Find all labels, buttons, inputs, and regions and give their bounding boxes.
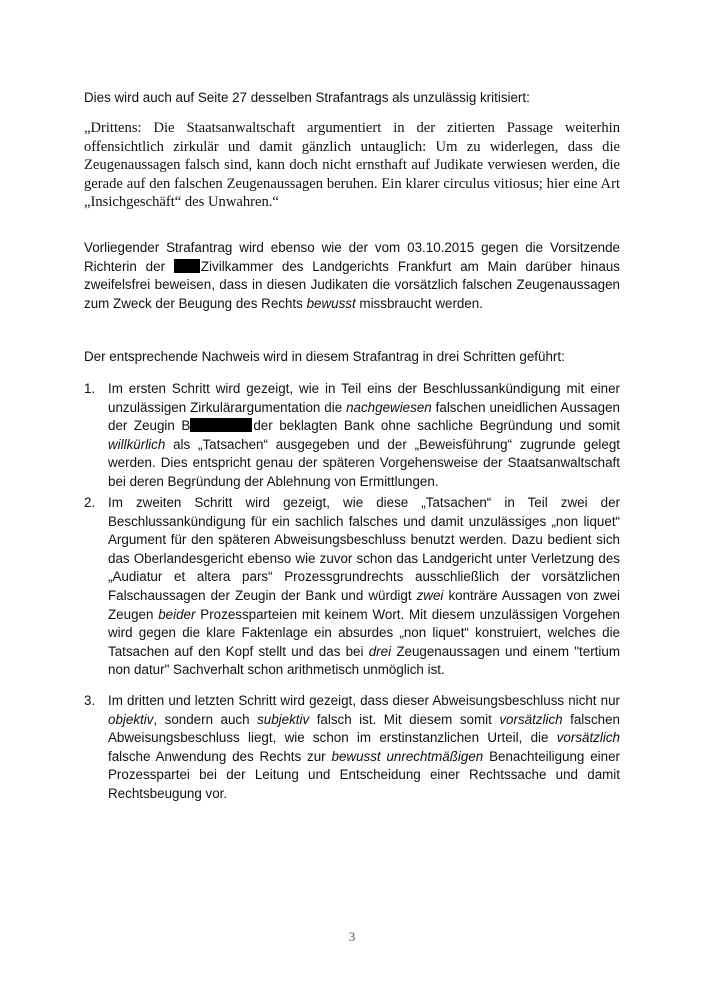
list-item xyxy=(84,692,620,804)
emphasis: vorsätzlich xyxy=(556,730,620,746)
emphasis: nachgewiesen xyxy=(346,399,432,415)
strafantrag-text-a: Vorliegender Strafantrag wird ebenso wie der vom 03.10.2015 gegen die Vorsitzende Richterin der xyxy=(84,240,620,274)
text-run: Im dritten und letzten Schritt wird gezeigt, dass dieser Abweisungsbeschluss nicht nur xyxy=(108,693,620,708)
list-item xyxy=(84,380,620,492)
strafantrag-text-b: Zivilkammer des Landgerichts Frankfurt am Main darüber hinaus zweifelsfrei beweisen, dass in diesen Judikaten die vorsätzlich falschen Zeugenaussagen zum Zweck der Beugung des Rechts xyxy=(84,258,620,311)
text-run: falschen uneidlichen Aussagen der Zeugin B xyxy=(108,399,620,434)
emphasis: bewusst unrechtmäßigen xyxy=(331,748,484,764)
list-item xyxy=(84,494,620,680)
strafantrag-text-c: missbraucht werden. xyxy=(359,295,483,311)
list-item-text xyxy=(108,494,620,680)
text-run: Prozessparteien mit keinem Wort. Mit diesem unzulässigen Vorgehen wird gegen die klare Faktenlage ein absurdes „non liquet“ konstruiert, welches die Tatsachen auf den Kopf stellt und das bei xyxy=(108,606,620,659)
redaction-bar xyxy=(174,259,200,273)
list-item-text xyxy=(108,692,620,804)
text-run: Im zweiten Schritt wird gezeigt, wie diese „Tatsachen“ in Teil zwei der Beschlussankündigung für ein sachlich falsches und damit unzulässiges „non liquet“ Argument für den späteren Abweisungsbeschluss benutzt werden. Dazu bedient sich das Oberlandesgericht ebenso wie zuvor schon das Landgericht unter Verletzung des „Audiatur et altera pars“ Prozessgrundrechts ausschließlich der vorsätzlichen Falschaussagen der Zeugin der Bank und würdigt xyxy=(108,495,620,603)
list-item-number: 2. xyxy=(84,495,96,510)
page-number: 3 xyxy=(348,929,356,944)
nachweis-paragraph: Der entsprechende Nachweis wird in diesem Strafantrag in drei Schritten geführt: xyxy=(84,349,565,364)
strafantrag-paragraph xyxy=(84,239,620,313)
emphasis: objektiv xyxy=(108,711,154,727)
list-item-number: 1. xyxy=(84,381,96,396)
emphasis: zwei xyxy=(416,587,444,603)
emphasis: beider xyxy=(158,606,196,622)
emphasis: willkürlich xyxy=(108,436,166,452)
text-run: der beklagten Bank ohne sachliche Begründung und somit xyxy=(253,418,620,434)
text-run: falsche Anwendung des Rechts zur xyxy=(108,748,326,764)
emphasis: subjektiv xyxy=(257,711,310,727)
redaction-bar xyxy=(190,418,252,432)
text-run: , sondern auch xyxy=(153,711,250,727)
text-run: konträre Aussagen von zwei Zeugen xyxy=(108,587,620,622)
text-run: Zeugenaussagen und einem "tertium non datur" Sachverhalt schon arithmetisch unmöglich ist. xyxy=(108,643,620,678)
emphasis: drei xyxy=(368,643,392,659)
text-run: Benachteiligung einer Prozesspartei bei der Leitung und Entscheidung einer Rechtssache und damit Rechtsbeugung vor. xyxy=(108,748,620,801)
strafantrag-emphasis: bewusst xyxy=(306,295,356,311)
text-run: falschen Abweisungsbeschluss liegt, wie schon im erstinstanzlichen Urteil, die xyxy=(108,711,620,746)
intro-paragraph: Dies wird auch auf Seite 27 desselben Strafantrags als unzulässig kritisiert: xyxy=(84,90,530,105)
text-run: als „Tatsachen“ ausgegeben und der „Beweisführung“ zugrunde gelegt werden. Dies entspricht genau der späteren Vorgehensweise der Staatsanwaltschaft bei deren Begründung der Ablehnung von Ermittlungen. xyxy=(108,436,620,489)
text-run: falsch ist. Mit diesem somit xyxy=(316,711,492,727)
quote-paragraph: „Drittens: Die Staatsanwaltschaft argumentiert in der zitierten Passage weiterhin offensichtlich zirkulär und damit gänzlich untauglich: Um zu widerlegen, dass die Zeugenaussagen falsch sind, kann doch nicht ernsthaft auf Judikate verwiesen werden, die gerade auf den falschen Zeugenaussagen beruhen. Ein klarer circulus vitiosus; hier eine Art „Insichgeschäft“ des Unwahren.“ xyxy=(84,120,620,211)
list-item-number: 3. xyxy=(84,693,96,708)
emphasis: vorsätzlich xyxy=(499,711,563,727)
text-run: Im ersten Schritt wird gezeigt, wie in Teil eins der Beschlussankündigung mit einer unzulässigen Zirkulärargumentation die xyxy=(108,381,620,415)
list-item-text xyxy=(108,380,620,492)
